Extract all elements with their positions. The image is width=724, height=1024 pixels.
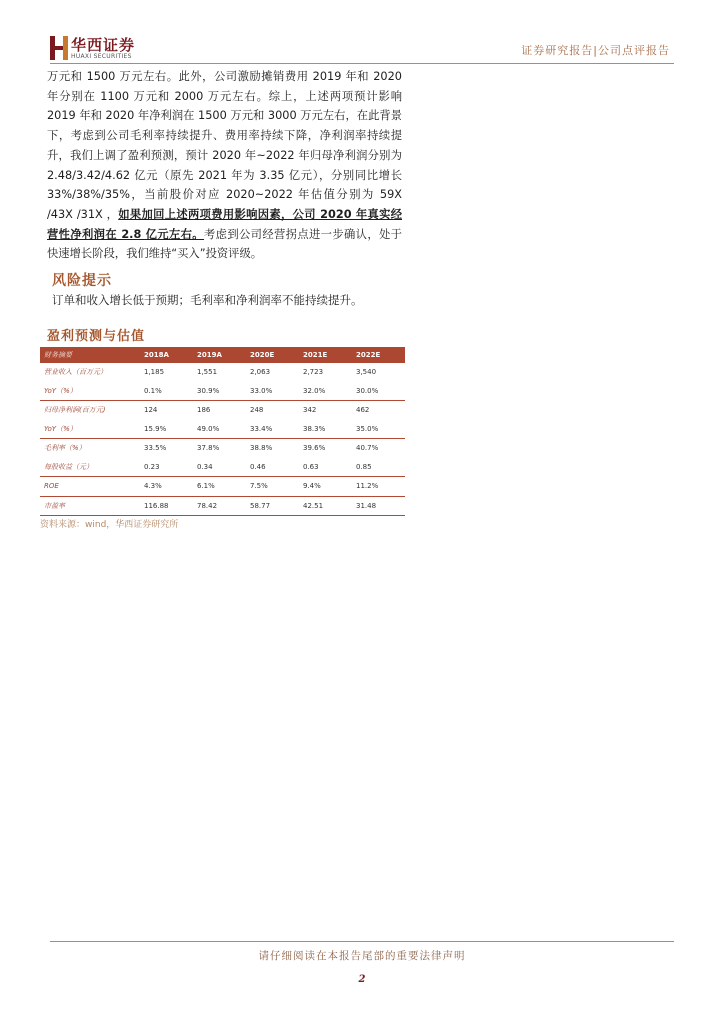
table-row <box>40 496 405 516</box>
legal-notice: 请仔细阅读在本报告尾部的重要法律声明 <box>258 950 466 962</box>
table-cell: 124 <box>140 401 193 420</box>
logo-subtext: HUAXI SECURITIES <box>71 53 132 60</box>
table-cell: 0.85 <box>356 462 372 471</box>
table-cell: 42.51 <box>299 496 352 516</box>
table-cell: 31.48 <box>352 496 405 516</box>
table-row <box>40 382 405 401</box>
table-cell: 116.88 <box>140 496 193 516</box>
table-row <box>40 439 405 458</box>
paragraph-conclusion: 考虑到公司经营拐点进一步确认，处于快速增长阶段，我们维持“买入”投资评级。 <box>47 227 402 261</box>
table-cell: 39.6% <box>299 439 352 458</box>
row-label: YoY（%） <box>44 424 77 433</box>
table-cell: 11.2% <box>352 477 405 497</box>
footer-divider <box>50 941 674 942</box>
table-header-cell: 2018A <box>140 347 193 363</box>
table-cell: 49.0% <box>197 424 220 433</box>
table-cell: 58.77 <box>246 496 299 516</box>
table-cell: 30.9% <box>197 386 220 395</box>
row-label: YoY（%） <box>44 386 77 395</box>
table-cell: 1,185 <box>144 368 165 377</box>
table-row <box>40 401 405 420</box>
table-cell: 0.1% <box>144 386 162 395</box>
table-header-cell: 2021E <box>299 347 352 363</box>
table-header-cell: 2020E <box>246 347 299 363</box>
table-cell: 37.8% <box>193 439 246 458</box>
table-cell: 3,540 <box>356 368 377 377</box>
table-cell: 0.23 <box>144 462 160 471</box>
table-cell: 342 <box>299 401 352 420</box>
table-cell: 248 <box>246 401 299 420</box>
table-cell: 9.4% <box>299 477 352 497</box>
table-cell: 2,063 <box>250 368 271 377</box>
table-cell: 0.34 <box>197 462 213 471</box>
row-label: 每股收益（元） <box>44 462 93 471</box>
table-cell: 38.3% <box>303 424 326 433</box>
table-header-cell: 财务摘要 <box>40 347 140 363</box>
table-cell: 78.42 <box>193 496 246 516</box>
paragraph-highlight: 如果加回上述两项费用影响因素，公司 2020 年真实经营性净利润在 2.8 亿元左右。 <box>47 207 402 241</box>
table-cell: 32.0% <box>303 386 326 395</box>
table-row <box>40 420 405 439</box>
table-cell: 1,551 <box>197 368 218 377</box>
huaxi-logo-icon <box>50 36 68 60</box>
table-cell: 186 <box>193 401 246 420</box>
table-cell: 7.5% <box>246 477 299 497</box>
table-header-cell: 2022E <box>352 347 405 363</box>
table-cell: 33.0% <box>250 386 273 395</box>
table-cell: 462 <box>352 401 405 420</box>
table-row <box>40 477 405 497</box>
table-cell: 6.1% <box>193 477 246 497</box>
table-cell: 30.0% <box>356 386 379 395</box>
table-header-cell: 2019A <box>193 347 246 363</box>
table-row <box>40 458 405 477</box>
table-cell: 33.5% <box>140 439 193 458</box>
page-number: 2 <box>358 974 366 985</box>
row-label: ROE <box>40 477 140 497</box>
forecast-table <box>40 347 405 516</box>
forecast-title: 盈利预测与估值 <box>47 329 146 344</box>
table-cell: 15.9% <box>144 424 167 433</box>
paragraph-text: 万元和 1500 万元左右。此外，公司激励摊销费用 2019 年和 2020 年分别在 1100 万元和 2000 万元左右。综上，上述两项预计影响 2019 年和 2020 年净利润在 1500 万元和 3000 万元左右，在此背景下，考虑到公司毛利率持续提升、费用率持续下降，净利润率持续提升，我们上调了盈利预测，预计 2020 年~2022 年归母净利润分别为 2.48/3.42/4.62 亿元（原先 2021 年为 3.35 亿元），分别同比增长 33%/38%/35%，当前股价对应 2020~2022 年估值分别为 59X /43X /31X ， <box>47 70 402 221</box>
row-label: 毛利率（%） <box>40 439 140 458</box>
table-header-row <box>40 347 405 363</box>
analysis-paragraph <box>47 67 402 264</box>
row-label: 市盈率 <box>40 496 140 516</box>
risk-title: 风险提示 <box>52 273 112 289</box>
row-label: 营业收入（百万元） <box>44 368 107 377</box>
table-cell: 2,723 <box>303 368 324 377</box>
table-row <box>40 363 405 382</box>
table-cell: 4.3% <box>140 477 193 497</box>
risk-text: 订单和收入增长低于预期；毛利率和净利润率不能持续提升。 <box>52 293 363 307</box>
data-source-note: 资料来源：wind，华西证券研究所 <box>40 520 179 530</box>
table-cell: 40.7% <box>352 439 405 458</box>
table-cell: 0.63 <box>303 462 319 471</box>
row-label: 归母净利润(百万元) <box>40 401 140 420</box>
report-type-label: 证券研究报告|公司点评报告 <box>521 44 670 57</box>
table-cell: 38.8% <box>246 439 299 458</box>
table-cell: 0.46 <box>250 462 266 471</box>
table-cell: 33.4% <box>250 424 273 433</box>
table-cell: 35.0% <box>356 424 379 433</box>
logo-text: 华西证券 <box>71 36 136 54</box>
header-divider <box>50 63 674 64</box>
